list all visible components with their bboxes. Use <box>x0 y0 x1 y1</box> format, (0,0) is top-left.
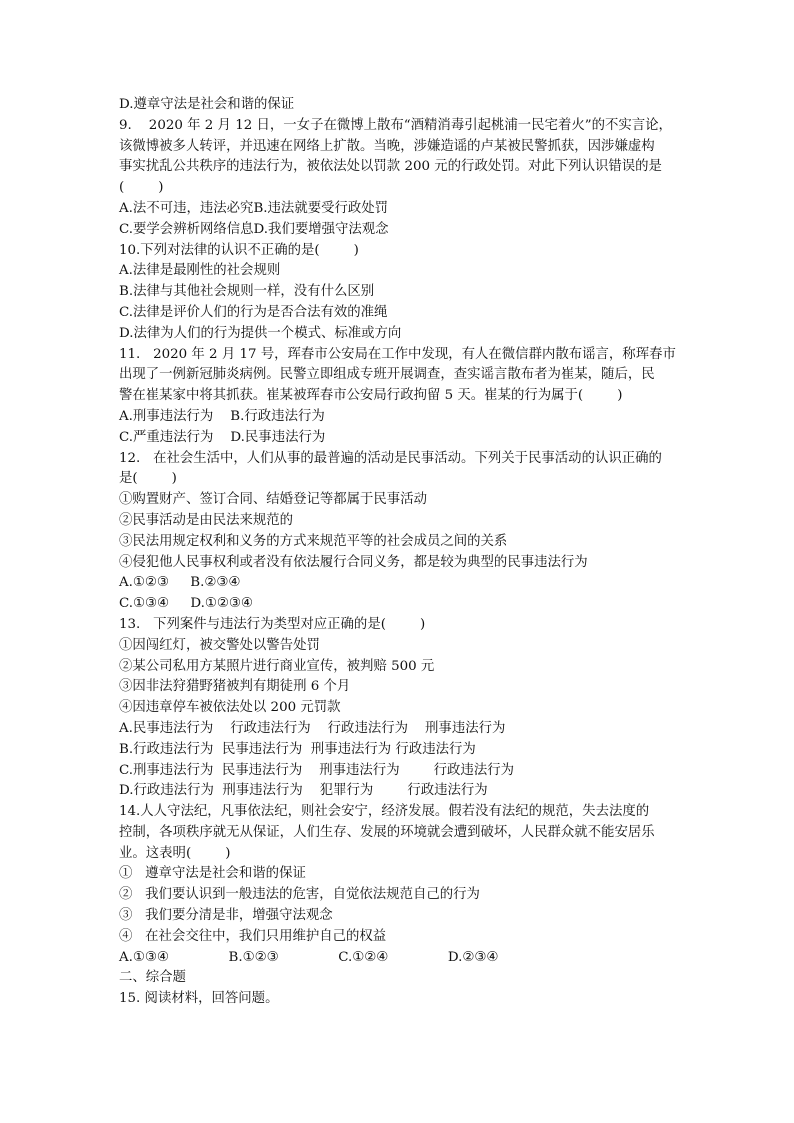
q9-options-cd: C.要学会辨析网络信息D.我们要增强守法观念 <box>119 221 389 237</box>
q8-option-d: D.遵章守法是社会和谐的保证 <box>119 97 295 112</box>
q13-item-2: ②某公司私用方某照片进行商业宣传，被判赔 500 元 <box>119 658 435 674</box>
q14-item-4: ④ 在社会交往中，我们只用维护自己的权益 <box>119 928 387 944</box>
q10-option-a: A.法律是最刚性的社会规则 <box>119 263 281 279</box>
section-heading: 二、综合题 <box>119 970 186 986</box>
q13-stem: 13. 下列案件与违法行为类型对应正确的是( ) <box>119 616 426 632</box>
q14-item-2: ② 我们要认识到一般违法的危害，自觉依法规范自己的行为 <box>119 887 480 903</box>
q14-options: A.①③④ B.①②③ C.①②④ D.②③④ <box>119 949 499 965</box>
q9-answer-blank: ( ) <box>119 180 164 196</box>
q13-option-d: D.行政违法行为 刑事违法行为 犯罪行为 行政违法行为 <box>119 783 488 799</box>
q11-options-ab: A.刑事违法行为 B.行政违法行为 <box>119 408 325 424</box>
q10-stem: 10.下列对法律的认识不正确的是( ) <box>119 242 359 258</box>
q9-stem-line-3: 事实扰乱公共秩序的违法行为，被依法处以罚款 200 元的行政处罚。对此下列认识错误的是 <box>119 159 662 175</box>
q13-item-1: ①因闯红灯，被交警处以警告处罚 <box>119 637 320 653</box>
q14-stem-line-2: 控制，各项秩序就无从保证，人们生存、发展的环境就会遭到破坏，人民群众就不能安居乐 <box>119 824 655 840</box>
q13-option-a: A.民事违法行为 行政违法行为 行政违法行为 刑事违法行为 <box>119 720 506 736</box>
q13-option-b: B.行政违法行为 民事违法行为 刑事违法行为 行政违法行为 <box>119 741 476 757</box>
q14-item-3: ③ 我们要分清是非，增强守法观念 <box>119 908 333 924</box>
q12-options-ab: A.①②③ B.②③④ <box>119 575 241 591</box>
q13-option-c: C.刑事违法行为 民事违法行为 刑事违法行为 行政违法行为 <box>119 762 514 778</box>
q12-item-1: ①购置财产、签订合同、结婚登记等都属于民事活动 <box>119 492 427 508</box>
q11-stem-line-3: 警在崔某家中将其抓获。崔某被珲春市公安局行政拘留 5 天。崔某的行为属于( ) <box>119 388 623 404</box>
q15-stem: 15. 阅读材料，回答问题。 <box>119 991 279 1007</box>
q12-options-cd: C.①③④ D.①②③④ <box>119 596 253 612</box>
q14-stem-line-1: 14.人人守法纪，凡事依法纪，则社会安宁，经济发展。假若没有法纪的规范，失去法度的 <box>119 804 650 820</box>
q14-item-1: ① 遵章守法是社会和谐的保证 <box>119 866 306 882</box>
q10-option-b: B.法律与其他社会规则一样，没有什么区别 <box>119 284 375 300</box>
q9-stem-line-2: 该微博被多人转评，并迅速在网络上扩散。当晚，涉嫌造谣的卢某被民警抓获，因涉嫌虚构 <box>119 138 655 154</box>
q10-option-d: D.法律为人们的行为提供一个模式、标准或方向 <box>119 325 402 341</box>
q12-stem-line-1: 12. 在社会生活中，人们从事的最普遍的活动是民事活动。下列关于民事活动的认识正确的 <box>119 450 662 466</box>
exam-page <box>119 95 694 1010</box>
q10-option-c: C.法律是评价人们的行为是否合法有效的准绳 <box>119 304 388 320</box>
q13-item-4: ④因违章停车被依法处以 200 元罚款 <box>119 700 341 716</box>
q11-stem-line-2: 出现了一例新冠肺炎病例。民警立即组成专班开展调查，查实谣言散布者为崔某，随后，民 <box>119 367 655 383</box>
q11-stem-line-1: 11. 2020 年 2 月 17 号，珲春市公安局在工作中发现，有人在微信群内散布谣言，称珲春市 <box>119 346 676 362</box>
q12-stem-line-2: 是( ) <box>119 471 177 487</box>
q11-options-cd: C.严重违法行为 D.民事违法行为 <box>119 429 326 445</box>
q9-options-ab: A.法不可违，违法必究B.违法就要受行政处罚 <box>119 200 389 216</box>
q12-item-4: ④侵犯他人民事权利或者没有依法履行合同义务，都是较为典型的民事违法行为 <box>119 554 588 570</box>
q13-item-3: ③因非法狩猎野猪被判有期徒刑 6 个月 <box>119 679 351 695</box>
q14-stem-line-3: 业。这表明( ) <box>119 845 231 861</box>
q12-item-2: ②民事活动是由民法来规范的 <box>119 512 294 528</box>
q12-item-3: ③民法用规定权利和义务的方式来规范平等的社会成员之间的关系 <box>119 533 508 549</box>
q9-stem-line-1: 9. 2020 年 2 月 12 日，一女子在微博上散布“酒精消毒引起桃浦一民宅着火”的不实言论， <box>119 117 672 133</box>
